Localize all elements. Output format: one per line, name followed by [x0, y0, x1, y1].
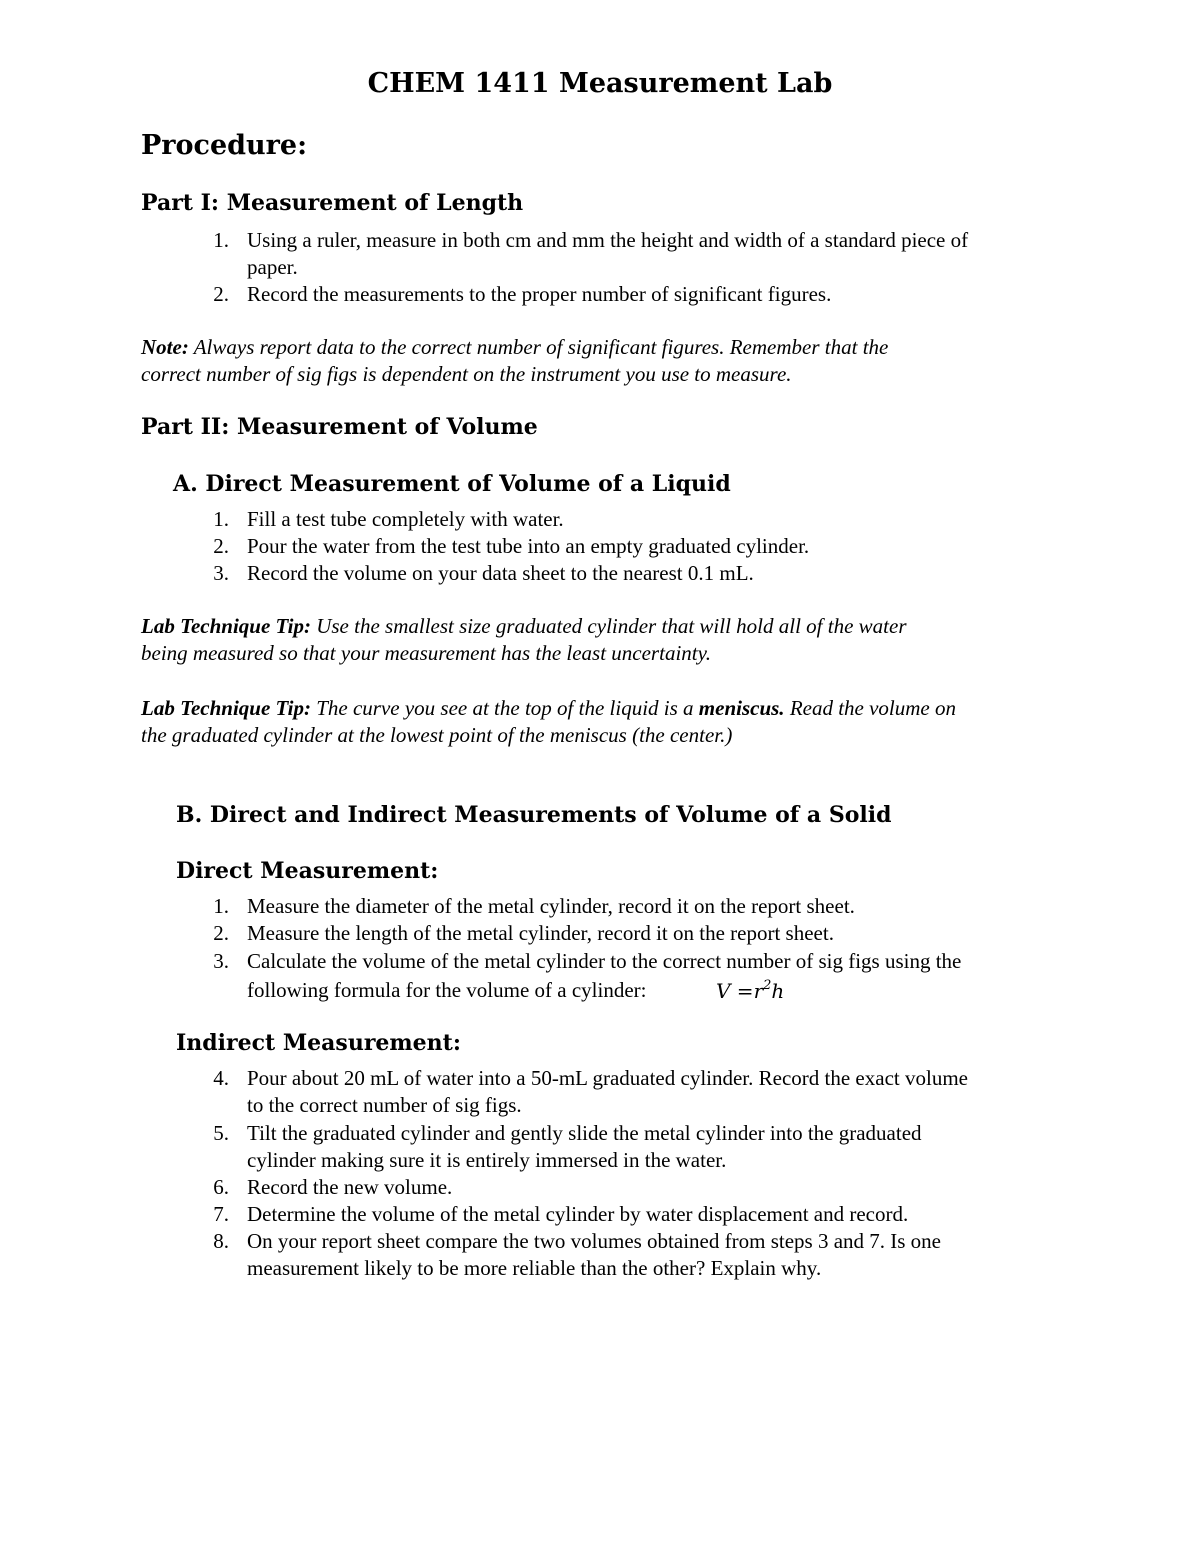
note-label: Note: [141, 335, 189, 359]
procedure-heading: Procedure: [141, 130, 308, 161]
list-item-number: 8. [213, 1229, 229, 1253]
list-item-text: Tilt the graduated cylinder and gently slide the metal cylinder into the graduated [247, 1121, 922, 1145]
note-line-1 [141, 334, 888, 361]
formula-r: r [753, 979, 764, 1003]
list-item-text: Measure the diameter of the metal cylinder, record it on the report sheet. [247, 894, 855, 918]
tip2-text-a: The curve you see at the top of the liquid is a [310, 696, 699, 720]
section-b-heading: B. Direct and Indirect Measurements of Volume of a Solid [176, 802, 892, 828]
volume-formula [716, 978, 784, 1003]
list-item-number: 4. [213, 1066, 229, 1090]
list-item-text-continued: measurement likely to be more reliable than the other? Explain why. [247, 1256, 822, 1280]
list-item-text: Calculate the volume of the metal cylinder to the correct number of sig figs using the [247, 949, 962, 973]
list-item-number: 2. [213, 282, 229, 306]
tip1-text: Use the smallest size graduated cylinder that will hold all of the water [310, 614, 907, 638]
tip2-label: Lab Technique Tip: [141, 696, 311, 720]
formula-exponent: 2 [763, 978, 772, 993]
list-item-text: Pour the water from the test tube into an empty graduated cylinder. [247, 534, 810, 558]
list-item-number: 7. [213, 1202, 229, 1226]
indirect-measurement-heading: Indirect Measurement: [176, 1030, 461, 1056]
formula-equals: = [730, 979, 754, 1003]
tip1-label: Lab Technique Tip: [141, 614, 311, 638]
list-item-number: 2. [213, 921, 229, 945]
part1-heading: Part I: Measurement of Length [141, 190, 524, 216]
note-line-2: correct number of sig figs is dependent on the instrument you use to measure. [141, 362, 792, 386]
list-item-number: 1. [213, 894, 229, 918]
list-item-text: Determine the volume of the metal cylinder by water displacement and record. [247, 1202, 909, 1226]
page-title: CHEM 1411 Measurement Lab [367, 68, 833, 99]
list-item-text: Pour about 20 mL of water into a 50-mL graduated cylinder. Record the exact volume [247, 1066, 968, 1090]
tip2-text-b: Read the volume on [784, 696, 957, 720]
list-item-text: Fill a test tube completely with water. [247, 507, 564, 531]
formula-lhs: V [716, 979, 731, 1003]
list-item-number: 2. [213, 534, 229, 558]
list-item-text: Record the measurements to the proper number of significant figures. [247, 282, 832, 306]
list-item-text: Record the new volume. [247, 1175, 453, 1199]
list-item-text-continued: following formula for the volume of a cylinder: [247, 978, 647, 1002]
tip1-line-2: being measured so that your measurement has the least uncertainty. [141, 641, 712, 665]
note-text: Always report data to the correct number of significant figures. Remember that the [188, 335, 889, 359]
list-item-number: 3. [213, 561, 229, 585]
list-item-text: On your report sheet compare the two volumes obtained from steps 3 and 7. Is one [247, 1229, 941, 1253]
list-item-text-continued: cylinder making sure it is entirely immersed in the water. [247, 1148, 727, 1172]
list-item-text-continued: to the correct number of sig figs. [247, 1093, 522, 1117]
list-item-text: Using a ruler, measure in both cm and mm the height and width of a standard piece of [247, 228, 969, 252]
formula-h: h [771, 979, 785, 1003]
list-item-text: Measure the length of the metal cylinder, record it on the report sheet. [247, 921, 834, 945]
tip1-line-1 [141, 613, 907, 640]
list-item-text: Record the volume on your data sheet to the nearest 0.1 mL. [247, 561, 754, 585]
list-item-number: 3. [213, 949, 229, 973]
list-item-number: 6. [213, 1175, 229, 1199]
list-item-number: 1. [213, 507, 229, 531]
tip2-bold-term: meniscus. [698, 696, 785, 720]
direct-measurement-heading: Direct Measurement: [176, 858, 439, 884]
tip2-line-2: the graduated cylinder at the lowest point of the meniscus (the center.) [141, 723, 733, 747]
tip2-line-1 [141, 695, 956, 722]
list-item-text-continued: paper. [247, 255, 298, 279]
list-item-number: 1. [213, 228, 229, 252]
part2-heading: Part II: Measurement of Volume [141, 414, 538, 440]
list-item-number: 5. [213, 1121, 229, 1145]
section-a-heading: A. Direct Measurement of Volume of a Liquid [173, 471, 731, 497]
